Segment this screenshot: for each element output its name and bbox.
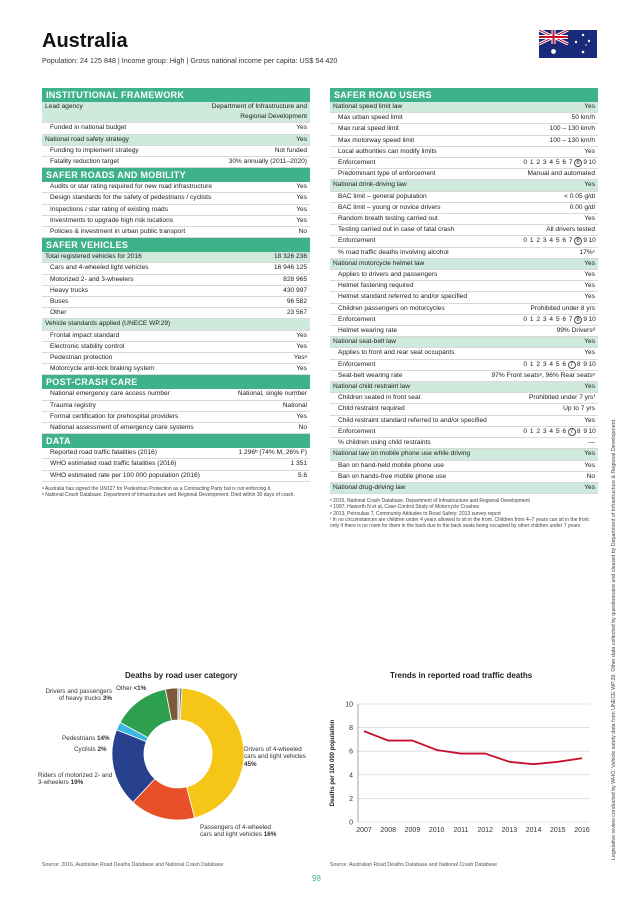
table-row (330, 248, 598, 259)
table-row (330, 348, 598, 359)
row-label: Children passengers on motorcycles (338, 304, 445, 312)
enforcement-score: 9 (583, 360, 588, 368)
table-row (42, 263, 310, 274)
row-value: Yes (584, 282, 595, 290)
row-value: No (298, 424, 307, 432)
enforcement-score: 4 (549, 237, 554, 245)
enforcement-scale (522, 315, 595, 325)
row-value: Yes (584, 181, 595, 189)
row-label: Enforcement (338, 315, 376, 323)
row-value: Yes (296, 205, 307, 213)
row-value: — (588, 439, 595, 447)
row-value: Yesᵃ (293, 354, 307, 362)
row-value: Yes (296, 124, 307, 132)
table-row (330, 371, 598, 382)
x-tick-label: 2010 (428, 827, 445, 834)
enforcement-score: 6 (562, 315, 567, 323)
line-chart (322, 694, 598, 844)
country-stats: Population: 24 125 848 | Income group: High | Gross national income per capita: US$ 54 420 (42, 56, 338, 65)
row-value: National, single number (237, 390, 307, 398)
enforcement-score: 9 (583, 427, 588, 435)
row-label: Random breath testing carried out (338, 215, 438, 223)
section-heading: DATA (42, 434, 310, 448)
row-value: 828 965 (283, 275, 307, 283)
row-label: National seat-belt law (333, 338, 397, 346)
row-label: Max urban speed limit (338, 114, 403, 122)
row-value: All drivers tested (546, 226, 595, 234)
pie-chart (110, 686, 246, 822)
pie-label-other: Other <1% (116, 685, 147, 692)
table-row (42, 342, 310, 353)
enforcement-score-selected: 8 (574, 316, 582, 324)
row-label: Buses (50, 298, 69, 306)
pie-label-riders: Riders of motorized 2- and 3-wheelers 19% (38, 772, 113, 787)
table-row (330, 483, 598, 494)
row-value: Prohibited under 8 yrs (530, 304, 595, 312)
row-label: Motorcycle anti-lock braking system (50, 365, 155, 373)
row-value: Yes (584, 293, 595, 301)
enforcement-score: 6 (562, 427, 567, 435)
table-row (42, 275, 310, 286)
y-axis-label: Deaths per 100 000 population (330, 719, 336, 807)
row-label: Inspections / star rating of existing roads (50, 205, 169, 213)
x-tick-label: 2014 (525, 827, 542, 834)
enforcement-scale (522, 158, 595, 168)
footnote: ᵃ Australia has signed the UN127 for Pedestrian Protection as a Contracting Party but is not enforcing it. (42, 485, 272, 492)
row-value: 18 326 236 (273, 253, 307, 261)
row-label: National road safety strategy (45, 135, 129, 143)
table-row (42, 331, 310, 342)
enforcement-score: 0 (523, 315, 528, 323)
enforcement-score-selected: 8 (574, 159, 582, 167)
table-row (330, 192, 598, 203)
y-tick-label: 8 (349, 725, 353, 733)
table-row (330, 214, 598, 225)
enforcement-score: 2 (536, 427, 541, 435)
row-value: 17%ᶜ (579, 248, 595, 256)
row-value: Yes (584, 461, 595, 469)
enforcement-score: 10 (588, 159, 596, 167)
row-label: Enforcement (338, 360, 376, 368)
row-label: National speed limit law (333, 103, 403, 110)
row-value: 96 582 (286, 298, 307, 306)
sidebar-note: Legislative review conducted by WHO. Vehicle safety data from UNECE WP.29. Other data collected by questionnaire and cleared by Department of Infrastructure & Regional Development. (611, 418, 617, 860)
enforcement-scale (522, 427, 595, 437)
row-value: Department of Infrastructure and Regional Development (211, 103, 307, 121)
table-row (42, 135, 310, 146)
row-value: Yes (296, 183, 307, 191)
row-value: Yes (296, 342, 307, 350)
table-row (330, 393, 598, 404)
row-value: Yes (296, 412, 307, 420)
row-label: Child restraint required (338, 405, 405, 413)
row-value: Manual and automated (527, 170, 595, 178)
row-value: 1 351 (290, 460, 307, 468)
row-label: Formal certification for prehospital providers (50, 412, 179, 420)
table-row (330, 404, 598, 415)
row-label: National child restraint law (333, 383, 410, 391)
enforcement-score-selected: 7 (568, 428, 576, 436)
row-value: Yes (296, 331, 307, 339)
enforcement-score: 10 (588, 315, 596, 323)
enforcement-score: 3 (542, 315, 547, 323)
row-label: BAC limit – young or novice drivers (338, 203, 441, 211)
table-row (330, 315, 598, 326)
enforcement-score: 1 (529, 360, 534, 368)
table-row (42, 252, 310, 263)
enforcement-score: 2 (536, 315, 541, 323)
table-row (330, 169, 598, 180)
row-label: Ban on hands-free mobile phone use (338, 472, 447, 480)
section-heading: SAFER VEHICLES (42, 238, 310, 252)
left-column (42, 88, 310, 498)
row-value: 50 km/h (571, 114, 595, 122)
row-label: National law on mobile phone use while driving (333, 450, 471, 458)
table-row (42, 471, 310, 482)
series-line (364, 731, 582, 764)
table-row (42, 308, 310, 319)
x-tick-label: 2007 (356, 827, 372, 834)
row-label: Enforcement (338, 159, 376, 167)
pie-label-passengers: Passengers of 4-wheeled cars and light vehicles 16% (200, 824, 277, 839)
australia-flag-icon (539, 30, 597, 58)
enforcement-score: 5 (555, 360, 560, 368)
table-row (42, 459, 310, 470)
row-label: Child restraint standard referred to and/or specified (338, 416, 487, 424)
enforcement-score: 5 (555, 315, 560, 323)
enforcement-score: 4 (549, 159, 554, 167)
enforcement-score: 1 (529, 315, 534, 323)
row-value: Yes (584, 338, 595, 346)
section-heading: SAFER ROADS AND MOBILITY (42, 168, 310, 182)
row-label: Applies to drivers and passengers (338, 271, 438, 279)
enforcement-score: 0 (523, 427, 528, 435)
row-label: Electronic stability control (50, 342, 125, 350)
row-label: Other (50, 309, 67, 317)
row-value: Yes (584, 271, 595, 279)
table-row (330, 102, 598, 113)
enforcement-score: 6 (562, 159, 567, 167)
table-row (330, 225, 598, 236)
row-label: Funding to implement strategy (50, 146, 139, 154)
enforcement-score: 1 (529, 159, 534, 167)
y-tick-label: 6 (349, 748, 353, 756)
row-label: Frontal impact standard (50, 331, 120, 339)
enforcement-score-selected: 8 (574, 237, 582, 245)
table-row (330, 113, 598, 124)
row-value: 5.6 (297, 471, 307, 479)
section-heading: INSTITUTIONAL FRAMEWORK (42, 88, 310, 102)
row-value: 99% Driversᵈ (556, 327, 595, 335)
row-value: Yes (584, 215, 595, 223)
row-label: Heavy trucks (50, 286, 89, 294)
row-label: National emergency care access number (50, 390, 170, 398)
table-row (42, 364, 310, 375)
enforcement-score: 0 (523, 237, 528, 245)
line-source: Source: Australian Road Deaths Database and National Crash Database (330, 862, 497, 868)
pie-label-pedestrians: Pedestrians 14% (62, 735, 110, 742)
row-label: Helmet wearing rate (338, 327, 398, 335)
table-row (330, 304, 598, 315)
table-row (42, 205, 310, 216)
enforcement-score: 2 (536, 159, 541, 167)
row-label: Vehicle standards applied (UNECE WP.29) (45, 320, 171, 328)
enforcement-score: 3 (542, 159, 547, 167)
row-label: Pedestrian protection (50, 354, 113, 362)
row-value: Up to 7 yrs (563, 405, 595, 413)
table-row (42, 412, 310, 423)
row-label: % road traffic deaths involving alcohol (338, 248, 449, 256)
row-value: Yes (584, 349, 595, 357)
row-label: National drug-driving law (333, 483, 406, 491)
row-label: Lead agency (45, 103, 83, 110)
row-value: National (282, 401, 307, 409)
table-row (330, 147, 598, 158)
table-row (42, 216, 310, 227)
table-row (330, 203, 598, 214)
enforcement-score: 5 (555, 427, 560, 435)
table-row (42, 193, 310, 204)
row-value: 100 – 130 km/h (549, 136, 595, 144)
row-label: Policies & investment in urban public transport (50, 228, 186, 236)
pie-label-drivers: Drivers of 4-wheeled cars and light vehicles 45% (244, 746, 306, 768)
enforcement-score: 2 (536, 237, 541, 245)
footnotes (330, 498, 598, 529)
row-label: Enforcement (338, 237, 376, 245)
row-value: Yes (584, 383, 595, 391)
table-row (330, 337, 598, 348)
enforcement-score: 10 (588, 427, 596, 435)
enforcement-score: 10 (588, 360, 596, 368)
enforcement-score: 4 (549, 427, 554, 435)
y-tick-label: 2 (349, 795, 353, 803)
row-label: Children seated in front seat (338, 394, 421, 402)
row-label: Testing carried out in case of fatal crash (338, 226, 455, 234)
row-value: Not funded (274, 146, 307, 154)
x-tick-label: 2012 (477, 827, 493, 834)
row-label: National assessment of emergency care systems (50, 424, 194, 432)
row-label: Motorized 2- and 3-wheelers (50, 275, 134, 283)
row-value: 430 997 (283, 286, 307, 294)
row-value: 100 – 130 km/h (549, 125, 595, 133)
table-row (330, 236, 598, 247)
footnote: ᶜ 2015, National Crash Database, Department of Infrastructure and Regional Development (330, 498, 530, 505)
row-label: National motorcycle helmet law (333, 259, 425, 267)
table-row (330, 449, 598, 460)
footnote: ᶠ In no circumstances are children under 4 years allowed to sit in the front. Children from 4–7 years can sit in the front only if there is no room for them in the back due to the back seats being occupied by other children under 7 years (330, 516, 589, 529)
row-value: Yes (584, 450, 595, 458)
x-tick-label: 2016 (574, 827, 590, 834)
footnote: ᵇ National Crash Database, Department of Infrastructure and Regional Development. Died within 30 days of crash. (42, 492, 295, 499)
x-tick-label: 2009 (404, 827, 421, 834)
table-row (330, 259, 598, 270)
table-row (330, 472, 598, 483)
table-row (42, 448, 310, 459)
row-label: Local authorities can modify limits (338, 147, 437, 155)
enforcement-score: 1 (529, 427, 534, 435)
enforcement-score: 3 (542, 427, 547, 435)
row-value: Yes (296, 365, 307, 373)
row-label: Total registered vehicles for 2016 (45, 253, 142, 261)
row-label: Enforcement (338, 427, 376, 435)
table-row (330, 360, 598, 371)
table-row (42, 353, 310, 364)
table-row (42, 227, 310, 238)
row-value: 0.00 g/dl (569, 203, 595, 211)
enforcement-score-selected: 7 (568, 361, 576, 369)
row-label: Funded in national budget (50, 124, 127, 132)
enforcement-score: 9 (583, 315, 588, 323)
row-label: Helmet fastening required (338, 282, 414, 290)
row-label: Investments to upgrade high risk locations (50, 216, 174, 224)
page-title: Australia (42, 30, 128, 52)
row-value: Yes (296, 216, 307, 224)
row-value: Yes (584, 259, 595, 267)
row-label: Design standards for the safety of pedestrians / cyclists (50, 194, 212, 202)
row-value: Yes (296, 135, 307, 143)
x-tick-label: 2015 (549, 827, 566, 834)
row-label: Trauma registry (50, 401, 96, 409)
enforcement-score: 6 (562, 237, 567, 245)
line-chart-title: Trends in reported road traffic deaths (390, 671, 533, 680)
section-heading: SAFER ROAD USERS (330, 88, 598, 102)
row-value: 16 946 125 (273, 264, 307, 272)
table-row (42, 423, 310, 434)
enforcement-score: 6 (562, 360, 567, 368)
table-row (42, 297, 310, 308)
row-value: 97% Front seatsᵉ, 96% Rear seatsᵉ (491, 371, 595, 379)
row-label: Max rural speed limit (338, 125, 399, 133)
row-value: 23 567 (286, 309, 307, 317)
enforcement-score: 9 (583, 159, 588, 167)
table-row (42, 319, 310, 330)
table-row (42, 182, 310, 193)
table-row (330, 382, 598, 393)
x-tick-label: 2013 (501, 827, 518, 834)
row-label: Audits or star rating required for new road infrastructure (50, 183, 212, 191)
row-value: Yes (584, 147, 595, 155)
enforcement-score: 7 (568, 159, 573, 167)
enforcement-score: 5 (555, 159, 560, 167)
enforcement-score: 0 (523, 360, 528, 368)
enforcement-scale (522, 360, 595, 370)
pie-source: Source: 2016, Australian Road Deaths Database and National Crash Database (42, 862, 224, 868)
table-row (42, 102, 310, 123)
table-row (42, 157, 310, 168)
row-value: No (586, 472, 595, 480)
table-row (330, 124, 598, 135)
enforcement-score: 7 (568, 315, 573, 323)
table-row (42, 389, 310, 400)
y-tick-label: 0 (349, 819, 353, 827)
table-row (42, 401, 310, 412)
row-label: Reported road traffic fatalities (2016) (50, 449, 157, 457)
table-row (42, 286, 310, 297)
row-label: Fatality reduction target (50, 158, 119, 166)
y-tick-label: 10 (345, 701, 353, 709)
table-row (330, 427, 598, 438)
table-row (330, 461, 598, 472)
pie-label-trucks: Drivers and passengers of heavy trucks 3% (45, 688, 112, 703)
row-value: Yes (584, 416, 595, 424)
row-value: < 0.05 g/dl (564, 192, 595, 200)
x-tick-label: 2011 (453, 827, 469, 834)
enforcement-score: 10 (588, 237, 596, 245)
row-value: Yes (584, 103, 595, 110)
footnote: ᵉ 2013, Petroulias T, Community Attitudes to Road Safety: 2013 survey report (330, 510, 501, 517)
row-value: No (298, 228, 307, 236)
enforcement-score: 3 (542, 360, 547, 368)
section-heading: POST-CRASH CARE (42, 375, 310, 389)
enforcement-score: 8 (576, 360, 581, 368)
row-label: Helmet standard referred to and/or specified (338, 293, 468, 301)
enforcement-score: 3 (542, 237, 547, 245)
table-row (330, 281, 598, 292)
right-column (330, 88, 598, 529)
row-label: WHO estimated rate per 100 000 population (2016) (50, 471, 200, 479)
row-value: 1 296ᵇ (74% M, 26% F) (238, 449, 307, 457)
pie-label-cyclists: Cyclists 2% (74, 746, 107, 753)
enforcement-score: 9 (583, 237, 588, 245)
row-label: Applies to front and rear seat occupants (338, 349, 455, 357)
row-label: WHO estimated road traffic fatalities (2016) (50, 460, 177, 468)
table-row (330, 326, 598, 337)
row-value: Yes (584, 483, 595, 491)
footnotes (42, 486, 310, 498)
y-tick-label: 4 (349, 772, 353, 780)
enforcement-score: 0 (523, 159, 528, 167)
row-value: 30% annually (2011–2020) (228, 158, 307, 166)
table-row (330, 180, 598, 191)
row-value: Yes (296, 194, 307, 202)
table-row (42, 123, 310, 134)
pie-chart-title: Deaths by road user category (125, 671, 238, 680)
row-label: Cars and 4-wheeled light vehicles (50, 264, 149, 272)
row-label: % children using child restraints (338, 439, 431, 447)
row-label: Seat-belt wearing rate (338, 371, 403, 379)
row-label: BAC limit – general population (338, 192, 427, 200)
enforcement-scale (522, 236, 595, 246)
enforcement-score: 5 (555, 237, 560, 245)
enforcement-score: 1 (529, 237, 534, 245)
table-row (42, 146, 310, 157)
footnote: ᵈ 1997, Haworth N et al, Case-Control Study of Motorcycle Crashes (330, 504, 480, 511)
table-row (330, 292, 598, 303)
row-value: Prohibited under 7 yrsᶠ (528, 394, 595, 402)
row-label: Predominant type of enforcement (338, 170, 436, 178)
enforcement-score: 7 (568, 237, 573, 245)
row-label: National drink-driving law (333, 181, 407, 189)
enforcement-score: 4 (549, 360, 554, 368)
row-label: Ban on hand-held mobile phone use (338, 461, 444, 469)
table-row (330, 136, 598, 147)
x-tick-label: 2008 (380, 827, 397, 834)
enforcement-score: 2 (536, 360, 541, 368)
enforcement-score: 4 (549, 315, 554, 323)
row-label: Max motorway speed limit (338, 136, 415, 144)
table-row (330, 438, 598, 449)
table-row (330, 158, 598, 169)
table-row (330, 416, 598, 427)
table-row (330, 270, 598, 281)
enforcement-score: 8 (576, 427, 581, 435)
page-number: 98 (312, 874, 321, 883)
